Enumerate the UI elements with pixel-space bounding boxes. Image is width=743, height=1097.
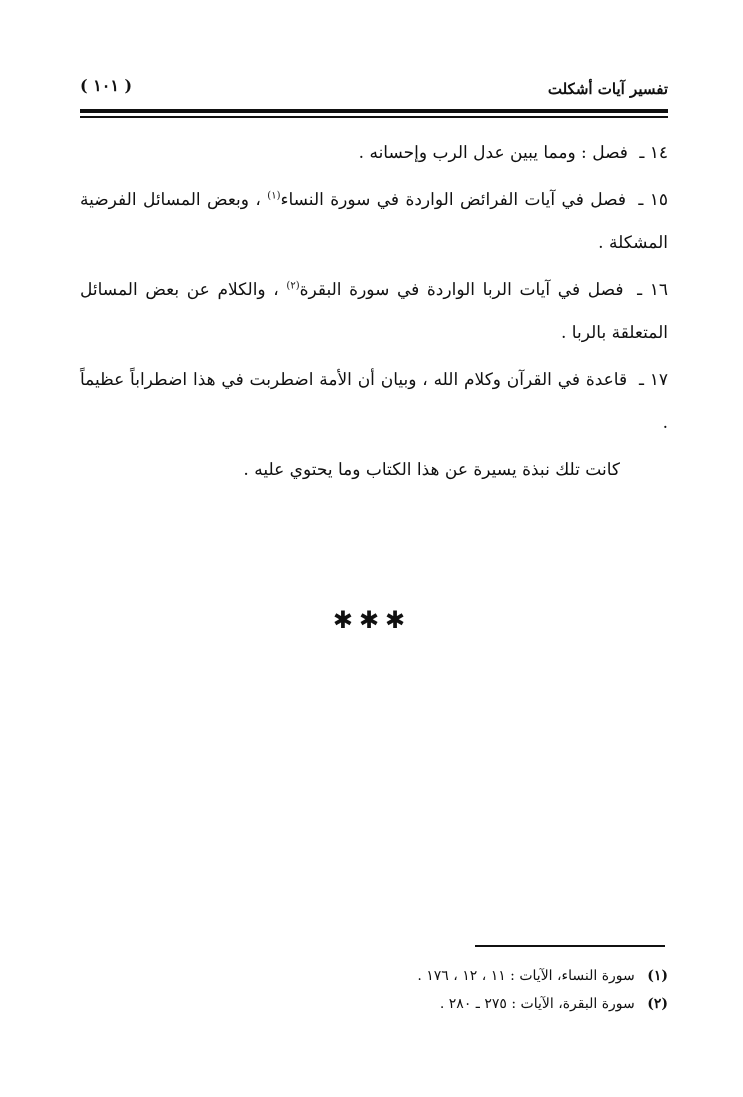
footnote-1 xyxy=(80,962,668,990)
footnotes xyxy=(80,962,668,1018)
item-number: ١٦ ـ xyxy=(637,280,669,300)
footnote-text: سورة النساء، الآيات : ١١ ، ١٢ ، ١٧٦ . xyxy=(417,968,635,984)
running-title: تفسير آيات أشكلت xyxy=(547,80,668,98)
item-number: ١٤ ـ xyxy=(639,143,668,163)
footnote-marker: (١) xyxy=(647,968,668,984)
item-text-continued: ، والكلام عن بعض المسائل المتعلقة بالربا . xyxy=(80,280,668,343)
paragraph-17 xyxy=(80,359,668,445)
header-rule-thick xyxy=(80,109,668,113)
item-text-continued: ، وبعض المسائل الفرضية المشكلة . xyxy=(80,190,668,253)
item-text: فصل في آيات الفرائض الواردة في سورة النساء xyxy=(280,190,626,210)
item-text: فصل في آيات الربا الواردة في سورة البقرة xyxy=(299,280,624,300)
footnote-text: سورة البقرة، الآيات : ٢٧٥ ـ ٢٨٠ . xyxy=(439,996,635,1012)
footnote-rule xyxy=(475,945,665,947)
paragraph-14 xyxy=(80,132,668,175)
header-rule-thin xyxy=(80,116,668,118)
section-separator-icon: ✱✱✱ xyxy=(332,606,412,634)
page-number: ( ١٠١ ) xyxy=(80,76,133,95)
footnote-ref[interactable]: (١) xyxy=(267,190,281,202)
item-number: ١٥ ـ xyxy=(638,190,669,210)
footnote-ref[interactable]: (٢) xyxy=(286,280,300,292)
footnote-marker: (٢) xyxy=(647,996,668,1012)
main-text xyxy=(80,132,668,496)
paragraph-16 xyxy=(80,269,668,355)
closing-sentence: كانت تلك نبذة يسيرة عن هذا الكتاب وما يحتوي عليه . xyxy=(243,460,620,480)
item-text: قاعدة في القرآن وكلام الله ، وبيان أن الأمة اضطربت في هذا اضطراباً عظيماً . xyxy=(80,370,668,433)
item-number: ١٧ ـ xyxy=(638,370,668,390)
footnote-2 xyxy=(80,990,668,1018)
page-header xyxy=(80,72,668,102)
item-text: فصل : ومما يبين عدل الرب وإحسانه . xyxy=(358,143,628,163)
paragraph-15 xyxy=(80,179,668,265)
